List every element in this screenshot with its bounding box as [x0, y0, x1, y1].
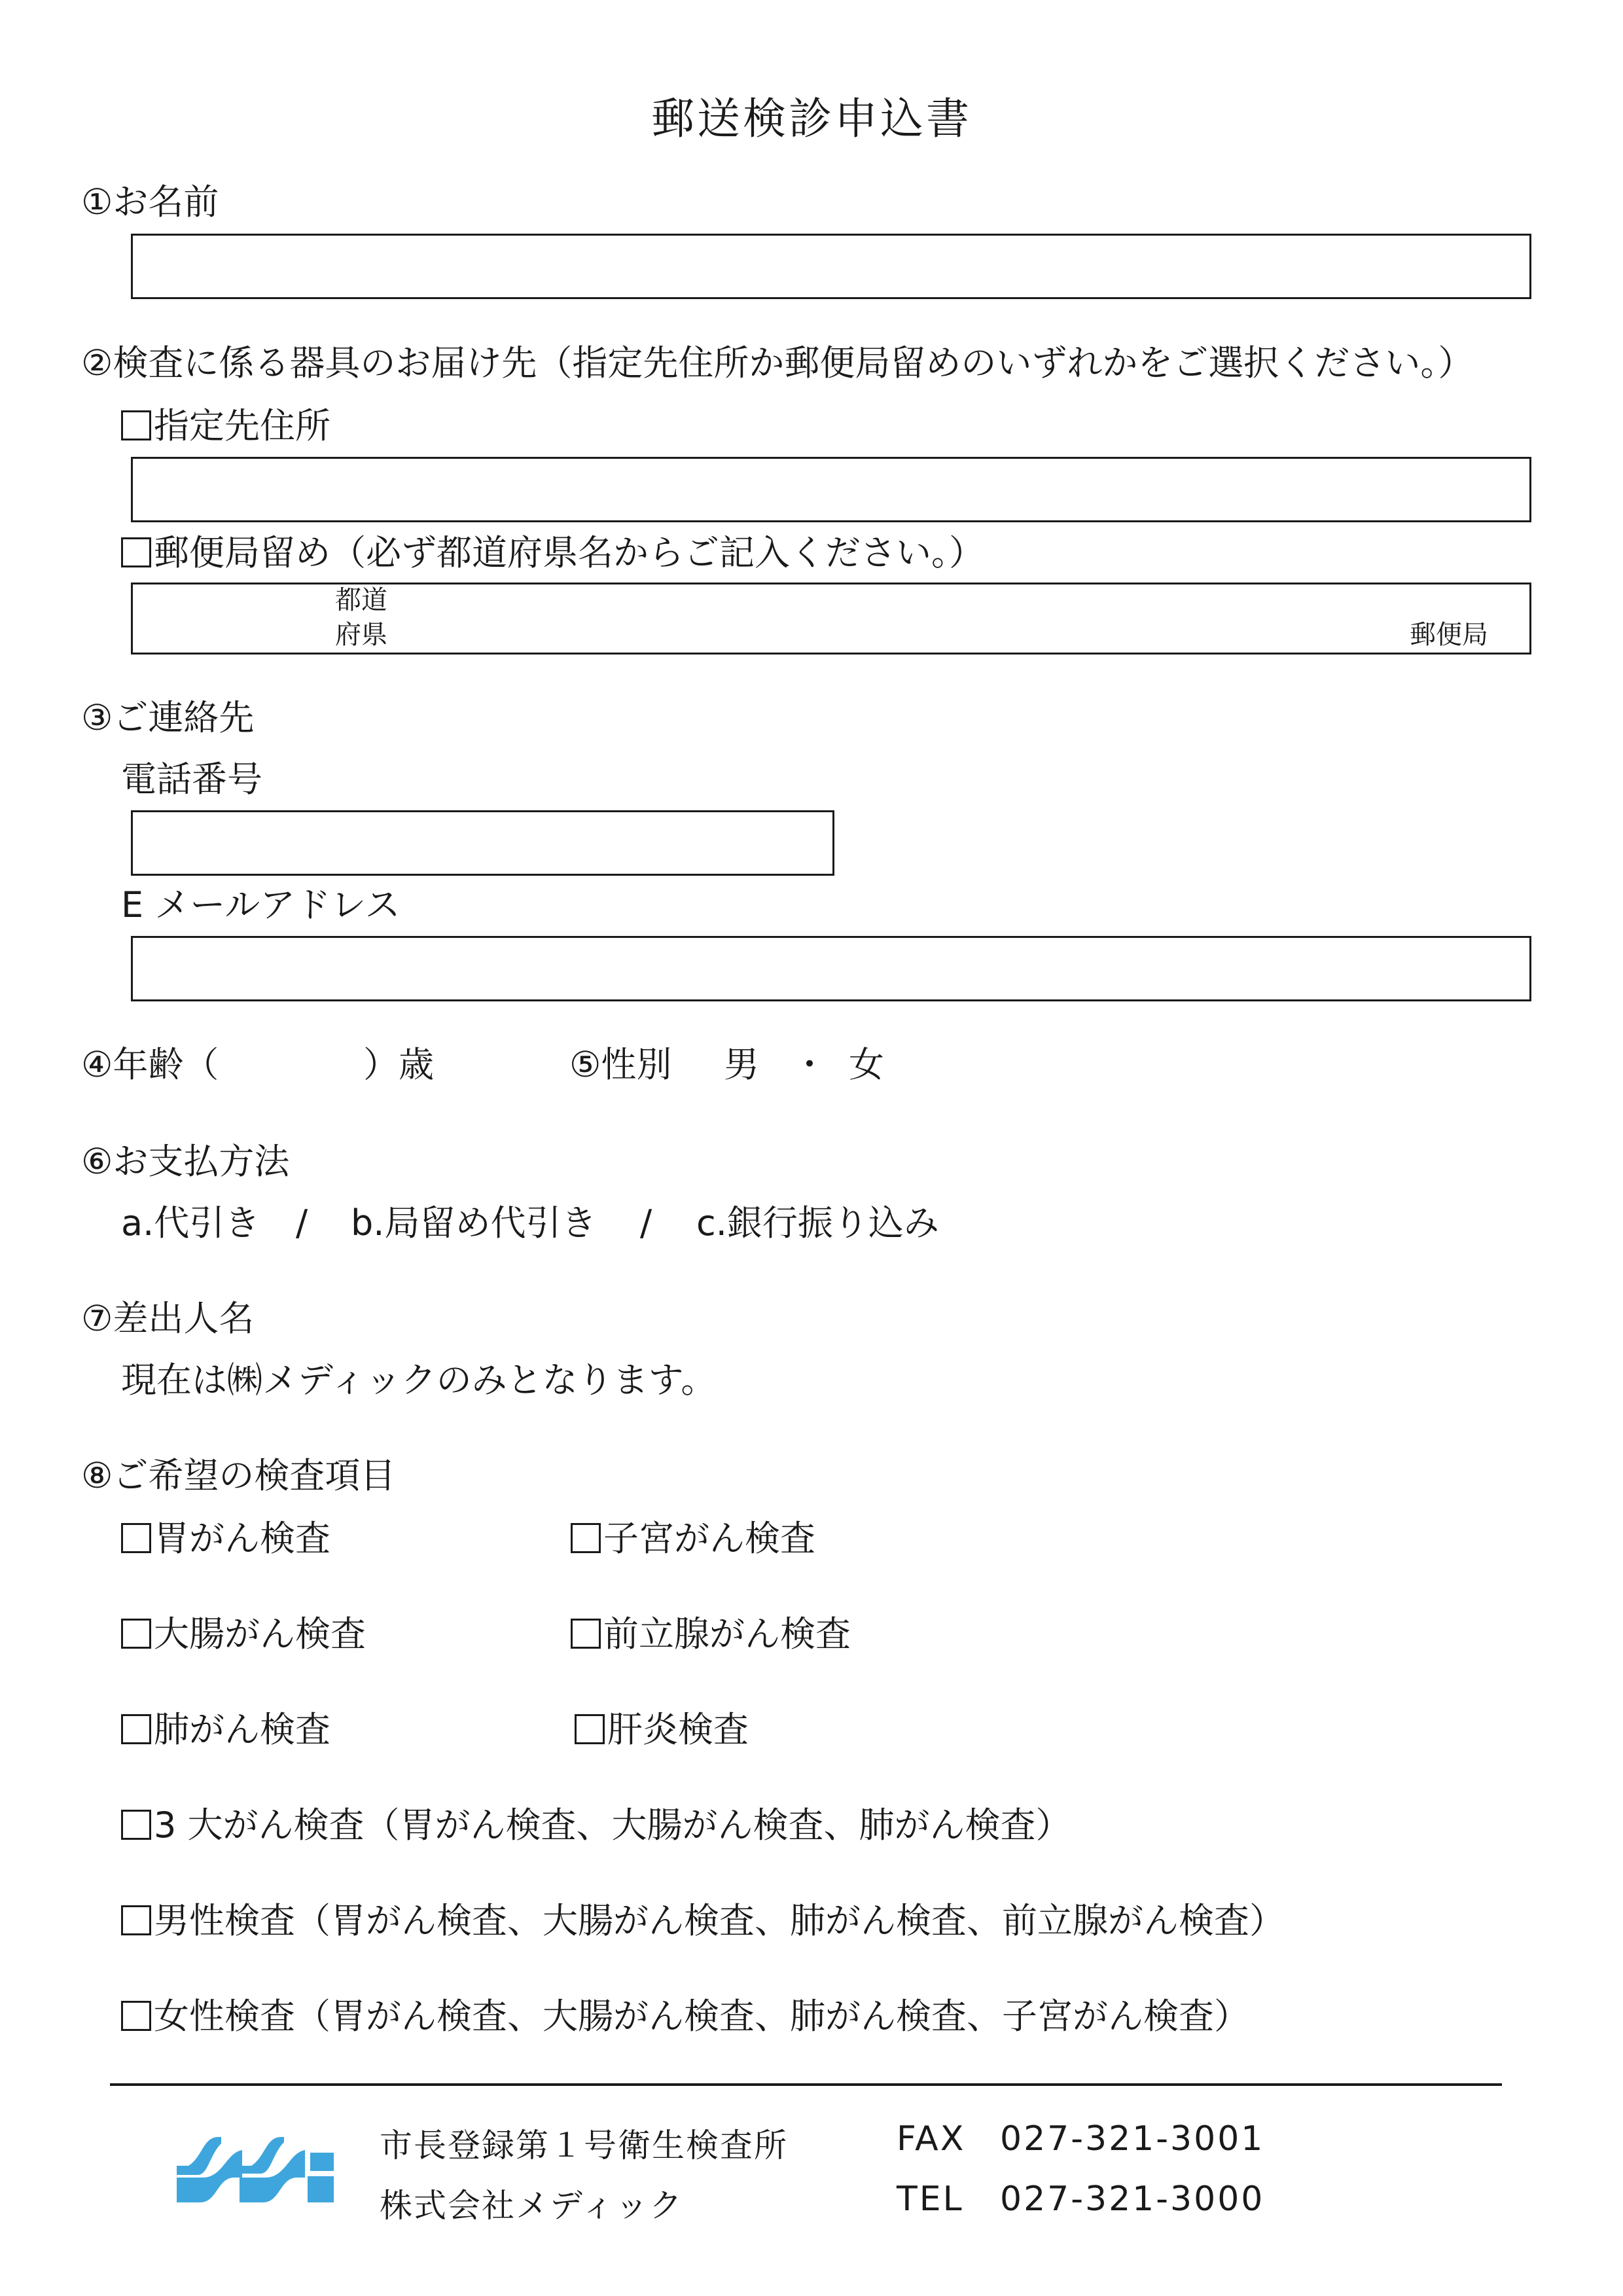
address-input[interactable] — [131, 457, 1531, 522]
test-checkbox[interactable] — [121, 1714, 151, 1744]
option-postoffice-label: 郵便局留め（必ず都道府県名からご記入ください。） — [154, 532, 984, 573]
test-item[interactable] — [121, 1804, 1071, 1846]
postoffice-checkbox[interactable] — [121, 537, 151, 567]
option-address-label: 指定先住所 — [154, 405, 330, 446]
email-input[interactable] — [131, 936, 1531, 1001]
option-postoffice[interactable] — [121, 532, 984, 573]
phone-input[interactable] — [131, 810, 834, 876]
address-checkbox[interactable] — [121, 410, 151, 440]
test-item-label: 肺がん検査 — [154, 1709, 330, 1750]
age-label: ④年齢（ — [81, 1044, 219, 1085]
gender-label: ⑤性別 — [569, 1044, 672, 1085]
logo-shape — [310, 2153, 334, 2171]
test-checkbox[interactable] — [121, 1905, 151, 1935]
phone-label: 電話番号 — [121, 759, 262, 800]
test-item[interactable] — [571, 1518, 815, 1559]
delivery-label: ②検査に係る器具のお届け先（指定先住所か郵便局留めのいずれかをご選択ください。） — [81, 342, 1474, 384]
test-item-label: 3 大がん検査（胃がん検査、大腸がん検査、肺がん検査） — [154, 1804, 1071, 1846]
footer-org-line1: 市長登録第１号衛生検査所 — [380, 2126, 788, 2164]
name-input[interactable] — [131, 234, 1531, 299]
test-item-label: 前立腺がん検査 — [603, 1613, 851, 1655]
payment-option-b[interactable]: b.局留め代引き — [351, 1202, 597, 1244]
contact-label: ③ご連絡先 — [81, 697, 255, 738]
test-item[interactable] — [121, 1709, 330, 1750]
test-item-label: 男性検査（胃がん検査、大腸がん検査、肺がん検査、前立腺がん検査） — [154, 1900, 1285, 1941]
prefecture-label-bottom: 府県 — [335, 620, 387, 650]
test-item-label: 胃がん検査 — [154, 1518, 330, 1559]
test-item-label: 大腸がん検査 — [154, 1613, 366, 1655]
option-address[interactable] — [121, 405, 330, 446]
logo-shape — [308, 2176, 334, 2202]
logo-shape — [177, 2137, 221, 2175]
payment-separator: / — [296, 1202, 308, 1244]
fax-number: 027-321-3001 — [1000, 2119, 1265, 2159]
name-label: ①お名前 — [81, 181, 219, 223]
sender-note: 現在は㈱メディックのみとなります。 — [121, 1359, 717, 1401]
test-item[interactable] — [121, 1996, 1249, 2037]
payment-label: ⑥お支払方法 — [81, 1141, 290, 1182]
tests-label: ⑧ご希望の検査項目 — [81, 1455, 396, 1496]
footer-divider — [110, 2083, 1502, 2086]
test-item[interactable] — [575, 1709, 749, 1750]
tel-number: 027-321-3000 — [1000, 2179, 1265, 2219]
footer-org-line2: 株式会社メディック — [380, 2187, 683, 2225]
test-item[interactable] — [121, 1518, 330, 1559]
test-checkbox[interactable] — [575, 1714, 605, 1744]
test-item[interactable] — [121, 1613, 366, 1655]
test-item-label: 子宮がん検査 — [603, 1518, 815, 1559]
sender-label: ⑦差出人名 — [81, 1298, 255, 1339]
test-checkbox[interactable] — [121, 1523, 151, 1553]
gender-female[interactable]: 女 — [849, 1044, 884, 1085]
fax-label: FAX — [897, 2119, 966, 2159]
post-office-suffix: 郵便局 — [1410, 620, 1488, 650]
test-item[interactable] — [571, 1613, 851, 1655]
payment-separator: / — [640, 1202, 652, 1244]
test-checkbox[interactable] — [121, 2001, 151, 2031]
prefecture-label-top: 都道 — [335, 585, 387, 615]
payment-option-a[interactable]: a.代引き — [121, 1202, 260, 1244]
age-unit: ）歳 — [363, 1044, 434, 1085]
test-item-label: 肝炎検査 — [607, 1709, 749, 1750]
test-checkbox[interactable] — [571, 1523, 601, 1553]
email-label: E メールアドレス — [121, 884, 401, 925]
payment-option-c[interactable]: c.銀行振り込み — [696, 1202, 939, 1244]
logo-shape — [240, 2137, 284, 2174]
test-checkbox[interactable] — [121, 1810, 151, 1840]
test-checkbox[interactable] — [121, 1619, 151, 1649]
page-title: 郵送検診申込書 — [651, 94, 972, 144]
gender-separator: ・ — [792, 1044, 827, 1085]
company-logo — [177, 2137, 334, 2202]
tel-label: TEL — [897, 2179, 964, 2219]
test-item[interactable] — [121, 1900, 1285, 1941]
gender-male[interactable]: 男 — [724, 1044, 759, 1085]
test-checkbox[interactable] — [571, 1619, 601, 1649]
test-item-label: 女性検査（胃がん検査、大腸がん検査、肺がん検査、子宮がん検査） — [154, 1996, 1249, 2037]
